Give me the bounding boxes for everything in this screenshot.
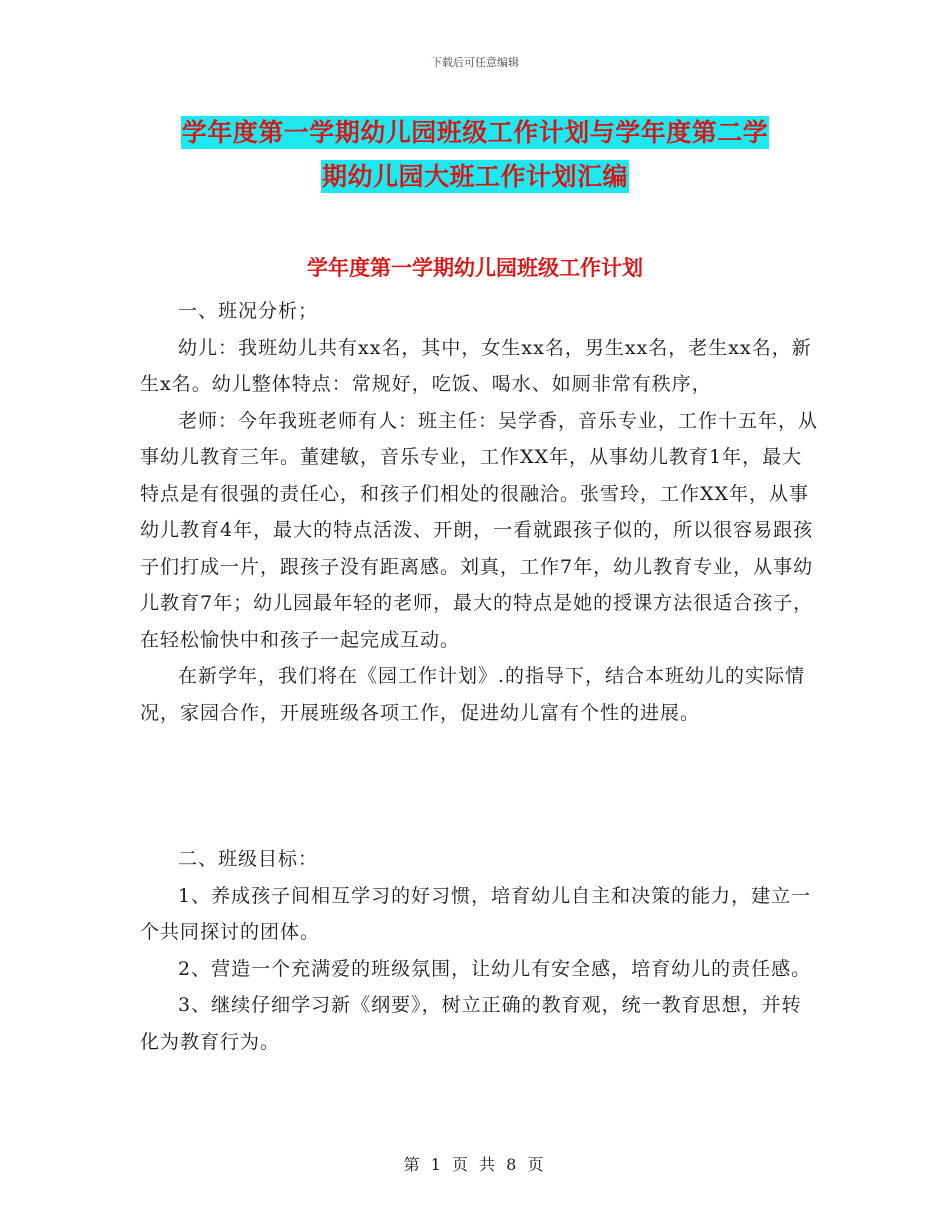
paragraph-children: 幼儿：我班幼儿共有xx名，其中，女生xx名，男生xx名，老生xx名，新生x名。幼儿整体特点：常规好，吃饭、喝水、如厕非常有秩序， — [140, 336, 812, 395]
title-highlight-2: 期幼儿园大班工作计划汇编 — [321, 162, 628, 191]
document-title-line-1 — [0, 113, 950, 149]
section-class-analysis — [140, 293, 820, 731]
header-note: 下载后可任意编辑 — [431, 56, 519, 69]
document-title-line-2 — [0, 157, 950, 193]
section-heading: 一、班况分析； — [178, 300, 319, 322]
title-highlight-1: 学年度第一学期幼儿园班级工作计划与学年度第二学 — [181, 118, 769, 147]
section-heading: 二、班级目标： — [178, 848, 319, 870]
section-class-goals — [140, 841, 820, 1060]
paragraph-new-year: 在新学年，我们将在《园工作计划》.的指导下，结合本班幼儿的实际情况，家园合作，开展班级各项工作，促进幼儿富有个性的进展。 — [140, 665, 806, 724]
page-footer: 第 1 页 共 8 页 — [403, 1155, 547, 1174]
goal-item: 3、继续仔细学习新《纲要》，树立正确的教育观，统一教育思想，并转化为教育行为。 — [140, 994, 802, 1053]
section-title: 学年度第一学期幼儿园班级工作计划 — [307, 256, 643, 280]
goal-item: 1、养成孩子间相互学习的好习惯，培育幼儿自主和决策的能力，建立一个共同探讨的团体。 — [140, 884, 812, 943]
goal-item: 2、营造一个充满爱的班级氛围，让幼儿有安全感，培育幼儿的责任感。 — [178, 957, 812, 980]
paragraph-teachers: 老师：今年我班老师有人：班主任：吴学香，音乐专业，工作十五年，从事幼儿教育三年。董建敏，音乐专业，工作XX年，从事幼儿教育1年，最大特点是有很强的责任心，和孩子们相处的很融洽。张雪玲，工作XX年，从事幼儿教育4年，最大的特点活泼、开朗，一看就跟孩子似的，所以很容易跟孩子们打成一片，跟孩子没有距离感。刘真，工作7年，幼儿教育专业，从事幼儿教育7年；幼儿园最年轻的老师，最大的特点是她的授课方法很适合孩子，在轻松愉快中和孩子一起完成互动。 — [140, 409, 819, 651]
